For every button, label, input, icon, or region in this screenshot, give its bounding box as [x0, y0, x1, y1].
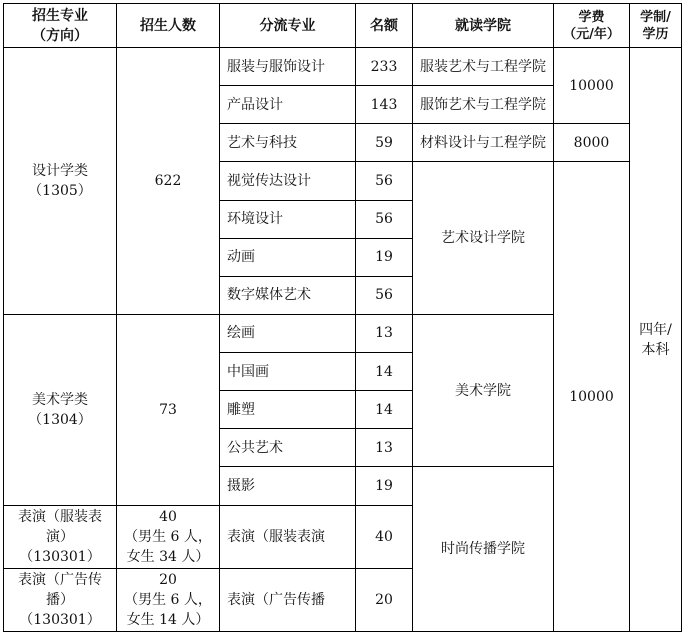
tuition-cell: 10000: [554, 162, 630, 632]
quota-cell: 14: [356, 391, 413, 429]
tuition-cell: 8000: [554, 124, 630, 162]
quota-cell: 233: [356, 48, 413, 86]
header-quota: 名额: [356, 4, 413, 48]
quota-cell: 56: [356, 162, 413, 200]
category-cell: 表演（服装表演） （130301）: [4, 505, 117, 568]
college-cell: 服饰艺术与工程学院: [413, 86, 554, 124]
major-cell: 艺术与科技: [220, 124, 356, 162]
major-cell: 表演（服装表演: [220, 505, 356, 568]
major-cell: 动画: [220, 238, 356, 276]
college-cell: 服装艺术与工程学院: [413, 48, 554, 86]
category-cell: 设计学类 （1305）: [4, 48, 117, 315]
major-cell: 产品设计: [220, 86, 356, 124]
college-cell: 美术学院: [413, 314, 554, 467]
quota-cell: 13: [356, 314, 413, 352]
quota-cell: 143: [356, 86, 413, 124]
major-cell: 公共艺术: [220, 429, 356, 467]
major-cell: 雕塑: [220, 391, 356, 429]
header-system: 学制/ 学历: [630, 4, 682, 48]
major-cell: 中国画: [220, 353, 356, 391]
college-cell: 材料设计与工程学院: [413, 124, 554, 162]
college-cell: 艺术设计学院: [413, 162, 554, 315]
header-category: 招生专业 （方向）: [4, 4, 117, 48]
enrollment-cell: 73: [117, 314, 220, 505]
major-cell: 表演（广告传播: [220, 568, 356, 631]
quota-cell: 56: [356, 200, 413, 238]
category-cell: 美术学类 （1304）: [4, 314, 117, 505]
quota-cell: 19: [356, 467, 413, 505]
quota-cell: 40: [356, 505, 413, 568]
enrollment-cell: 40 （男生 6 人， 女生 34 人）: [117, 505, 220, 568]
major-cell: 服装与服饰设计: [220, 48, 356, 86]
header-row: [4, 4, 682, 48]
major-cell: 绘画: [220, 314, 356, 352]
major-cell: 摄影: [220, 467, 356, 505]
enrollment-cell: 622: [117, 48, 220, 315]
major-cell: 视觉传达设计: [220, 162, 356, 200]
enrollment-table: [3, 3, 682, 632]
major-cell: 数字媒体艺术: [220, 276, 356, 314]
enrollment-cell: 20 （男生 6 人， 女生 14 人）: [117, 568, 220, 631]
tuition-cell: 10000: [554, 48, 630, 124]
system-cell: 四年/ 本科: [630, 48, 682, 632]
quota-cell: 56: [356, 276, 413, 314]
college-cell: 时尚传播学院: [413, 467, 554, 632]
header-tuition: 学费 （元/年）: [554, 4, 630, 48]
category-cell: 表演（广告传播） （130301）: [4, 568, 117, 631]
header-enrollment: 招生人数: [117, 4, 220, 48]
quota-cell: 19: [356, 238, 413, 276]
table-body: [4, 48, 682, 632]
quota-cell: 13: [356, 429, 413, 467]
quota-cell: 14: [356, 353, 413, 391]
table-row: [4, 48, 682, 86]
header-college: 就读学院: [413, 4, 554, 48]
quota-cell: 20: [356, 568, 413, 631]
quota-cell: 59: [356, 124, 413, 162]
major-cell: 环境设计: [220, 200, 356, 238]
header-major: 分流专业: [220, 4, 356, 48]
